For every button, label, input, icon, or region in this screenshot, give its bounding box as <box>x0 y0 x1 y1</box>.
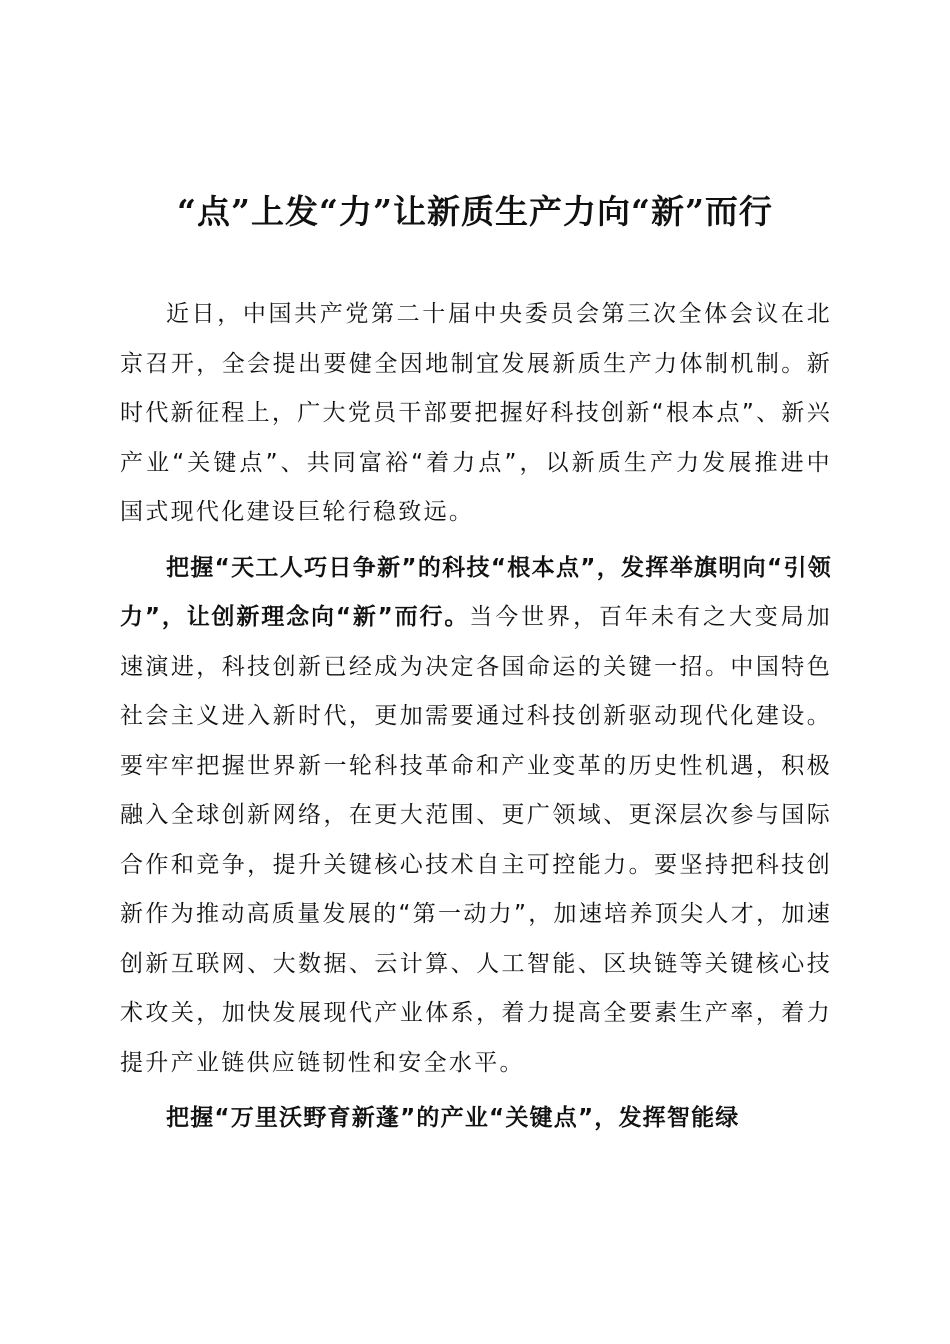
paragraph-tech-text: 当今世界，百年未有之大变局加速演进，科技创新已经成为决定各国命运的关键一招。中国特色社会主义进入新时代，更加需要通过科技创新驱动现代化建设。要牢牢把握世界新一轮科技革命和产业变革的历史性机遇，积极融入全球创新网络，在更大范围、更广领域、更深层次参与国际合作和竞争，提升关键核心技术自主可控能力。要坚持把科技创新作为推动高质量发展的“第一动力”，加速培养顶尖人才，加速创新互联网、大数据、云计算、人工智能、区块链等关键核心技术攻关，加快发展现代产业体系，着力提高全要素生产率，着力提升产业链供应链韧性和安全水平。 <box>120 604 832 1076</box>
paragraph-intro <box>120 290 832 538</box>
document-body <box>120 290 832 1144</box>
paragraph-industry-lead: 把握“万里沃野育新蓬”的产业“关键点”，发挥智能绿 <box>166 1105 740 1131</box>
paragraph-industry <box>120 1094 832 1144</box>
paragraph-tech <box>120 544 832 1089</box>
paragraph-tech-lead: 把握“天工人巧日争新”的科技“根本点”，发挥举旗明向“引领力”，让创新理念向“新”而行。 <box>120 554 832 630</box>
paragraph-intro-text: 近日，中国共产党第二十届中央委员会第三次全体会议在北京召开，全会提出要健全因地制宜发展新质生产力体制机制。新时代新征程上，广大党员干部要把握好科技创新“根本点”、新兴产业“关键点”、共同富裕“着力点”，以新质生产力发展推进中国式现代化建设巨轮行稳致远。 <box>120 301 832 525</box>
document-title: “点”上发“力”让新质生产力向“新”而行 <box>177 192 773 231</box>
